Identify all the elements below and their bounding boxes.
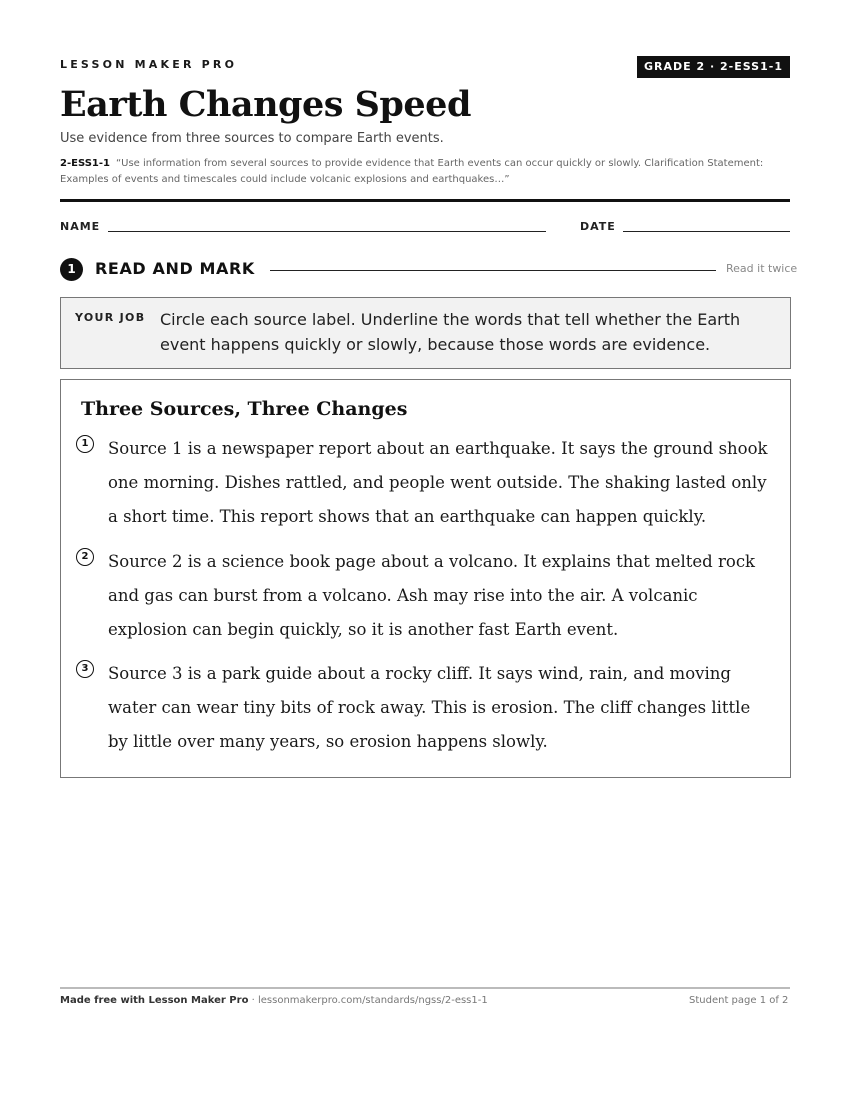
paragraph-3: Source 3 is a park guide about a rocky cliff. It says wind, rain, and moving water can wear tiny bits of rock away. This is erosion. The cliff changes little by little over many years, so erosion happens slowly. [108,664,751,751]
name-label: NAME [60,220,101,233]
date-label: DATE [580,220,616,233]
section-title: READ AND MARK [95,259,255,278]
your-job-text: Circle each source label. Underline the words that tell whether the Earth event happens quickly or slowly, because those words are evidence. [160,310,741,354]
footer-divider [60,987,790,989]
paragraph-number-2: 2 [76,548,94,566]
header-divider [60,199,790,202]
standard-code: 2-ESS1-1 [60,158,110,169]
footer-credit [60,995,488,1006]
footer-page-number: Student page 1 of 2 [689,995,789,1006]
page-subtitle: Use evidence from three sources to compare Earth events. [60,131,444,146]
brand-name: LESSON MAKER PRO [60,58,238,71]
date-field[interactable] [623,231,790,232]
standard-statement [60,156,790,188]
your-job-label: YOUR JOB [75,311,146,324]
section-note: Read it twice [726,262,798,275]
grade-badge: GRADE 2 · 2-ESS1-1 [637,56,790,78]
paragraph-2: Source 2 is a science book page about a volcano. It explains that melted rock and gas can burst from a volcano. Ash may rise into the air. A volcanic explosion can begin quickly, so it is another fast Earth event. [108,552,756,639]
standard-text: “Use information from several sources to provide evidence that Earth events can occur quickly or slowly. Clarification Statement: Examples of events and timescales could include volcanic explosions and earthquakes…” [60,158,764,185]
paragraph-number-3: 3 [76,660,94,678]
name-field[interactable] [108,231,546,232]
reading-title: Three Sources, Three Changes [81,398,408,420]
page-title: Earth Changes Speed [60,84,471,125]
footer-made-with: Made free with Lesson Maker Pro [60,995,249,1006]
paragraph-1: Source 1 is a newspaper report about an earthquake. It says the ground shook one morning. Dishes rattled, and people went outside. The shaking lasted only a short time. This report shows that an earthquake can happen quickly. [108,439,768,526]
footer-url[interactable]: · lessonmakerpro.com/standards/ngss/2-ess1-1 [248,995,488,1006]
section-divider [270,270,716,271]
paragraph-number-1: 1 [76,435,94,453]
section-number: 1 [60,258,83,281]
